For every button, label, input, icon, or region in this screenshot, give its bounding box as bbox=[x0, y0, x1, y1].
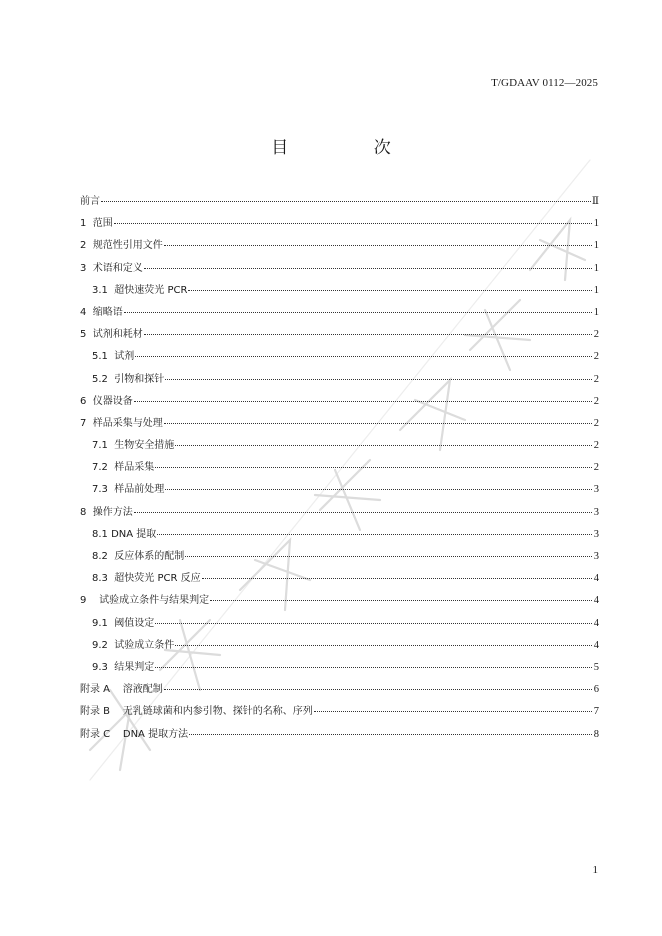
toc-entry-label: 2 规范性引用文件 bbox=[80, 240, 163, 252]
toc-entry[interactable] bbox=[80, 525, 599, 547]
toc-entry[interactable] bbox=[80, 658, 599, 680]
toc-entry-label: 9.3 结果判定 bbox=[92, 661, 155, 673]
toc-dot-leader bbox=[155, 623, 592, 624]
page-title: 目 次 bbox=[271, 138, 431, 158]
toc-entry-page: 8 bbox=[593, 728, 599, 740]
toc-dot-leader bbox=[175, 445, 592, 446]
toc-dot-leader bbox=[165, 489, 592, 490]
toc-entry-label: 5 试剂和耗材 bbox=[80, 329, 143, 341]
toc-entry-label: 8.2 反应体系的配制 bbox=[92, 551, 185, 562]
toc-dot-leader bbox=[188, 290, 592, 291]
toc-entry-label: 9.1 阈值设定 bbox=[92, 617, 155, 629]
toc-entry-label: 3 术语和定义 bbox=[80, 262, 143, 274]
toc-dot-leader bbox=[144, 334, 592, 335]
toc-entry[interactable] bbox=[80, 614, 599, 636]
toc-entry-label: 前言 bbox=[80, 196, 100, 207]
toc-entry-page: 2 bbox=[593, 417, 599, 429]
toc-dot-leader bbox=[164, 689, 592, 690]
toc-entry[interactable] bbox=[80, 214, 599, 236]
toc-entry[interactable] bbox=[80, 569, 599, 591]
toc-dot-leader bbox=[202, 578, 592, 579]
toc-dot-leader bbox=[185, 556, 592, 557]
toc-entry-label: 3.1 超快速荧光 PCR bbox=[92, 284, 188, 296]
toc-dot-leader bbox=[101, 201, 591, 202]
toc-dot-leader bbox=[210, 600, 592, 601]
toc-entry-label: 5.2 引物和探针 bbox=[92, 373, 165, 385]
toc-entry-label: 5.1 试剂 bbox=[92, 351, 135, 363]
toc-dot-leader bbox=[135, 356, 592, 357]
toc-entry-page: 4 bbox=[593, 639, 599, 651]
toc-entry-page: 5 bbox=[593, 661, 599, 673]
toc-entry-page: 2 bbox=[593, 373, 599, 385]
toc-dot-leader bbox=[134, 512, 592, 513]
toc-entry[interactable] bbox=[80, 480, 599, 502]
toc-dot-leader bbox=[175, 645, 592, 646]
toc-entry-page: 2 bbox=[593, 395, 599, 407]
toc-dot-leader bbox=[164, 423, 592, 424]
toc-entry-page: 1 bbox=[593, 306, 599, 318]
toc-entry-page: 1 bbox=[593, 284, 599, 296]
toc-dot-leader bbox=[124, 312, 592, 313]
toc-entry[interactable] bbox=[80, 281, 599, 303]
toc-entry-page: 2 bbox=[593, 440, 599, 452]
toc-entry-page: 3 bbox=[593, 506, 599, 518]
toc-entry[interactable] bbox=[80, 414, 599, 436]
toc-dot-leader bbox=[189, 734, 592, 735]
page-number: 1 bbox=[592, 864, 598, 876]
toc-entry[interactable] bbox=[80, 547, 599, 569]
toc-entry-label: 7 样品采集与处理 bbox=[80, 417, 163, 429]
toc-entry-page: 3 bbox=[593, 551, 599, 562]
toc-dot-leader bbox=[157, 534, 592, 535]
toc-dot-leader bbox=[314, 711, 592, 712]
toc-entry[interactable] bbox=[80, 503, 599, 525]
toc-entry-label: 8 操作方法 bbox=[80, 506, 133, 518]
toc-entry-label: 9.2 试验成立条件 bbox=[92, 639, 175, 651]
toc-entry-label: 7.2 样品采集 bbox=[92, 462, 155, 474]
toc-dot-leader bbox=[155, 667, 592, 668]
toc-entry-label: 附录 C DNA 提取方法 bbox=[80, 728, 189, 740]
toc-entry-label: 7.3 样品前处理 bbox=[92, 484, 165, 496]
toc-dot-leader bbox=[114, 223, 592, 224]
toc-entry-page: 1 bbox=[593, 218, 599, 230]
toc-entry-label: 1 范围 bbox=[80, 218, 113, 230]
toc-entry-page: 2 bbox=[593, 351, 599, 363]
toc-entry-page: 2 bbox=[593, 462, 599, 474]
toc-entry-page: 1 bbox=[593, 240, 599, 252]
toc-entry[interactable] bbox=[80, 680, 599, 702]
toc-dot-leader bbox=[155, 467, 592, 468]
toc-entry[interactable] bbox=[80, 458, 599, 480]
toc-entry-label: 附录 A 溶液配制 bbox=[80, 684, 163, 696]
toc-entry-page: 1 bbox=[593, 262, 599, 274]
toc-entry-label: 7.1 生物安全措施 bbox=[92, 440, 175, 452]
toc-entry-page: 4 bbox=[593, 595, 599, 607]
document-code: T/GDAAV 0112—2025 bbox=[491, 77, 598, 89]
toc-dot-leader bbox=[164, 245, 592, 246]
toc-entry-label: 9 试验成立条件与结果判定 bbox=[80, 595, 210, 607]
toc-entry[interactable] bbox=[80, 236, 599, 258]
toc-entry-page: 4 bbox=[593, 573, 599, 585]
toc-entry[interactable] bbox=[80, 192, 599, 214]
toc-entry-page: 2 bbox=[593, 329, 599, 341]
toc-entry[interactable] bbox=[80, 392, 599, 414]
toc-entry-label: 附录 B 无乳链球菌和内参引物、探针的名称、序列 bbox=[80, 706, 313, 718]
toc-entry-page: 7 bbox=[593, 706, 599, 718]
toc-entry[interactable] bbox=[80, 702, 599, 724]
toc-dot-leader bbox=[144, 268, 592, 269]
toc-entry[interactable] bbox=[80, 325, 599, 347]
toc-entry-label: 8.3 超快荧光 PCR 反应 bbox=[92, 573, 201, 585]
toc-dot-leader bbox=[165, 379, 592, 380]
toc-entry-page: 3 bbox=[593, 484, 599, 496]
toc-entry-page: 4 bbox=[593, 617, 599, 629]
toc-entry-label: 8.1 DNA 提取 bbox=[92, 528, 157, 540]
toc-entry[interactable] bbox=[80, 370, 599, 392]
toc-entry[interactable] bbox=[80, 636, 599, 658]
toc-entry[interactable] bbox=[80, 591, 599, 613]
toc-entry[interactable] bbox=[80, 436, 599, 458]
toc-entry[interactable] bbox=[80, 347, 599, 369]
toc-entry[interactable] bbox=[80, 725, 599, 747]
table-of-contents bbox=[80, 192, 599, 747]
toc-entry-page: 3 bbox=[593, 528, 599, 540]
toc-dot-leader bbox=[134, 401, 592, 402]
toc-entry-label: 4 缩略语 bbox=[80, 306, 123, 318]
toc-entry[interactable] bbox=[80, 303, 599, 325]
toc-entry-page: 6 bbox=[593, 684, 599, 696]
toc-entry-page: Ⅱ bbox=[591, 196, 599, 207]
toc-entry-label: 6 仪器设备 bbox=[80, 395, 133, 407]
toc-entry[interactable] bbox=[80, 259, 599, 281]
